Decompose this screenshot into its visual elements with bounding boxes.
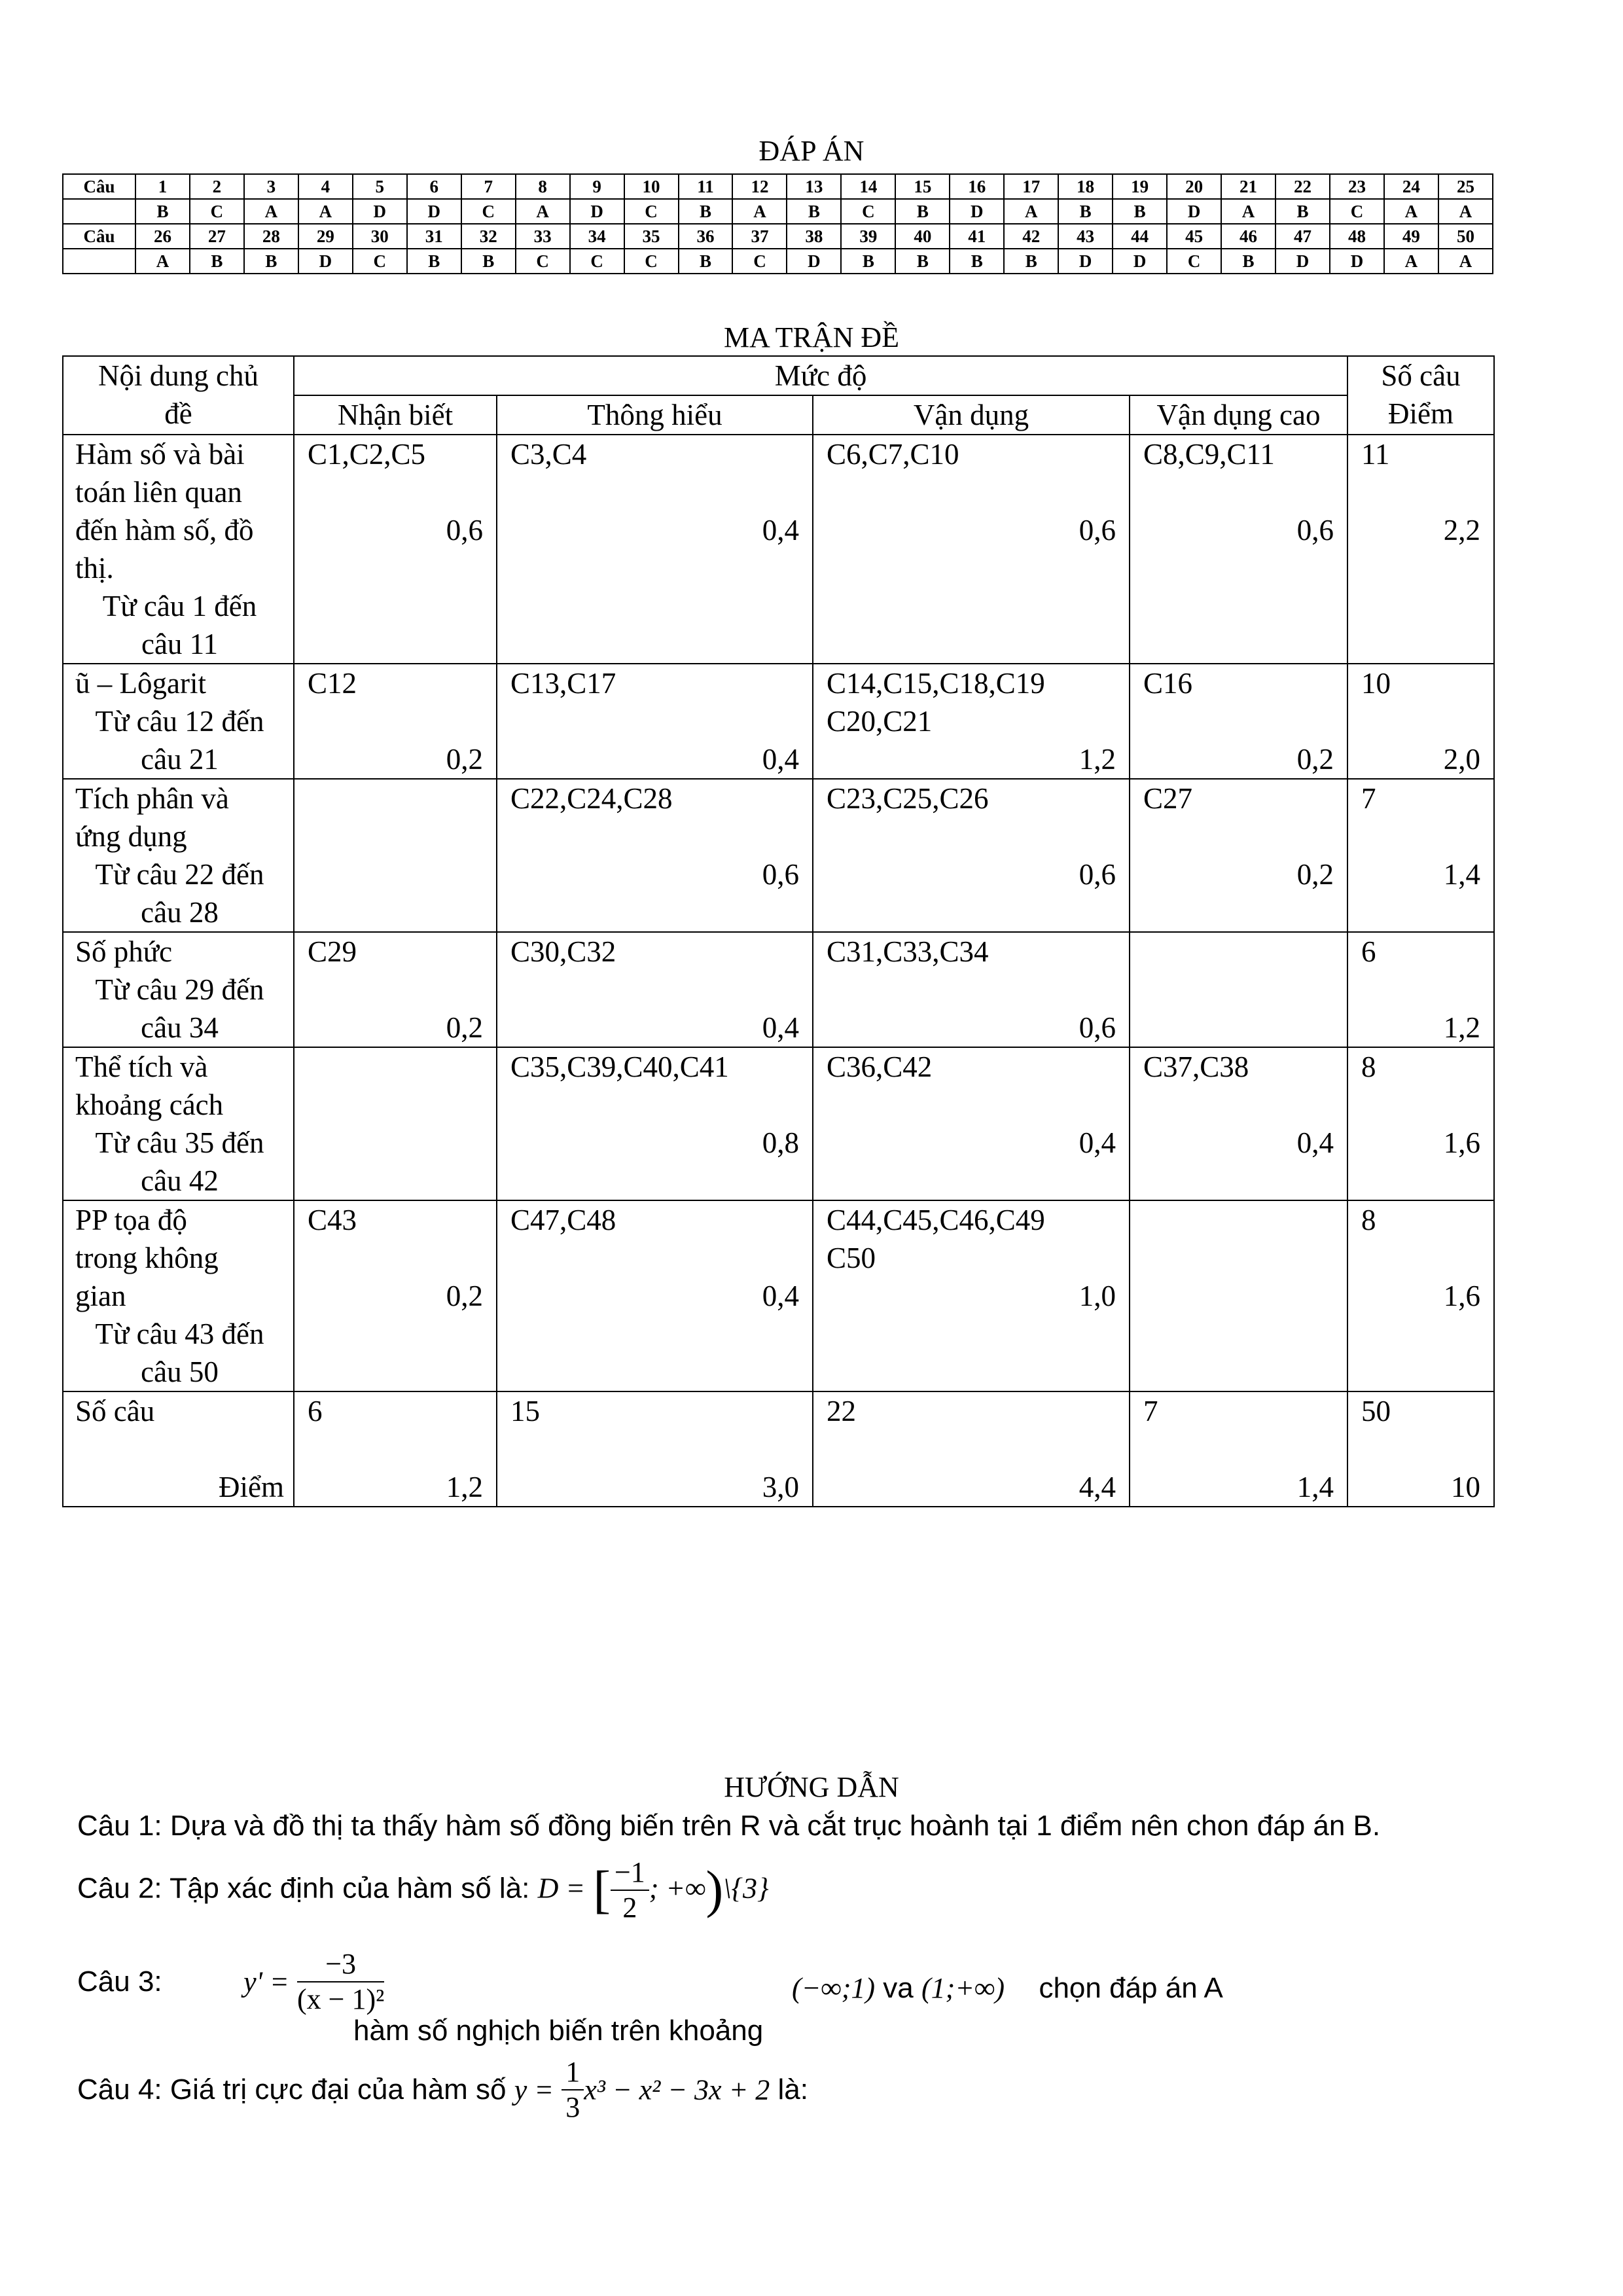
answer-key-label: Câu bbox=[63, 224, 135, 249]
matrix-topic-cell: ũ – Lôgarit Từ câu 12 đến câu 21 bbox=[63, 664, 294, 779]
matrix-level-cell bbox=[294, 779, 497, 932]
answer-key-cell: A bbox=[1384, 249, 1438, 274]
answer-key-cell: A bbox=[1438, 249, 1493, 274]
matrix-level-cell bbox=[1130, 1200, 1347, 1391]
answer-key-cell: B bbox=[1221, 249, 1275, 274]
answer-key-cell: C bbox=[624, 199, 679, 224]
answer-key-cell: 42 bbox=[1004, 224, 1058, 249]
answer-key-row bbox=[63, 249, 1493, 274]
answer-key-cell: A bbox=[1004, 199, 1058, 224]
answer-key-cell: C bbox=[516, 249, 570, 274]
matrix-row bbox=[63, 1047, 1494, 1200]
matrix-level-cell: C1,C2,C5 0,6 bbox=[294, 435, 497, 664]
answer-key-cell: A bbox=[135, 249, 190, 274]
answer-key-cell: D bbox=[787, 249, 841, 274]
level-recognize: Nhận biết bbox=[294, 395, 497, 435]
matrix-header-row bbox=[63, 356, 1494, 395]
matrix-row bbox=[63, 932, 1494, 1047]
answer-key-label bbox=[63, 249, 135, 274]
answer-key-cell: 29 bbox=[298, 224, 353, 249]
answer-key-cell: B bbox=[461, 249, 516, 274]
matrix-total-cell: 10 2,0 bbox=[1347, 664, 1494, 779]
total-header: Số câu Điểm bbox=[1347, 356, 1494, 435]
answer-key-cell: 11 bbox=[679, 174, 733, 199]
matrix-total-cell: 6 1,2 bbox=[1347, 932, 1494, 1047]
answer-key-cell: 45 bbox=[1167, 224, 1221, 249]
answer-key-cell: 38 bbox=[787, 224, 841, 249]
answer-key-cell: 18 bbox=[1058, 174, 1113, 199]
answer-key-cell: B bbox=[895, 199, 950, 224]
matrix-totals-cell: 50 10 bbox=[1347, 1391, 1494, 1507]
answer-key-cell: B bbox=[1275, 199, 1330, 224]
guide-q3-intervals: (−∞;1) va (1;+∞) chọn đáp án A bbox=[792, 1972, 1223, 2004]
matrix-level-cell: C12 0,2 bbox=[294, 664, 497, 779]
matrix-row bbox=[63, 664, 1494, 779]
answer-key-cell: A bbox=[1438, 199, 1493, 224]
answer-key-cell: B bbox=[407, 249, 461, 274]
guide-q4: Câu 4: Giá trị cực đại của hàm số y = $\frac{1}{3}$ x³ − x² − 3x + 2 là: bbox=[77, 2056, 808, 2123]
answer-key-title: ĐÁP ÁN bbox=[758, 135, 865, 167]
answer-key-cell: C bbox=[841, 199, 895, 224]
answer-key-cell: 41 bbox=[950, 224, 1004, 249]
matrix-total-cell: 11 2,2 bbox=[1347, 435, 1494, 664]
answer-key-cell: 13 bbox=[787, 174, 841, 199]
answer-key-cell: C bbox=[190, 199, 244, 224]
answer-key-cell: 14 bbox=[841, 174, 895, 199]
matrix-level-cell: C8,C9,C11 0,6 bbox=[1130, 435, 1347, 664]
matrix-level-cell: C29 0,2 bbox=[294, 932, 497, 1047]
answer-key-cell: C bbox=[461, 199, 516, 224]
answer-key-cell: D bbox=[570, 199, 624, 224]
answer-key-cell: A bbox=[516, 199, 570, 224]
matrix-title: MA TRẬN ĐỀ bbox=[723, 321, 900, 353]
answer-key-cell: 37 bbox=[732, 224, 787, 249]
answer-key-cell: D bbox=[1275, 249, 1330, 274]
answer-key-cell: 31 bbox=[407, 224, 461, 249]
answer-key-cell: 28 bbox=[244, 224, 298, 249]
answer-key-cell: 34 bbox=[570, 224, 624, 249]
answer-key-cell: D bbox=[407, 199, 461, 224]
answer-key-cell: 2 bbox=[190, 174, 244, 199]
answer-key-cell: 15 bbox=[895, 174, 950, 199]
answer-key-cell: 50 bbox=[1438, 224, 1493, 249]
answer-key-cell: 1 bbox=[135, 174, 190, 199]
level-understand: Thông hiểu bbox=[497, 395, 813, 435]
answer-key-cell: D bbox=[1167, 199, 1221, 224]
answer-key-cell: D bbox=[1330, 249, 1384, 274]
answer-key-cell: 43 bbox=[1058, 224, 1113, 249]
answer-key-cell: 33 bbox=[516, 224, 570, 249]
matrix-total-cell: 7 1,4 bbox=[1347, 779, 1494, 932]
matrix-level-cell: C13,C17 0,4 bbox=[497, 664, 813, 779]
answer-key-cell: B bbox=[244, 249, 298, 274]
matrix-level-cell: C44,C45,C46,C49 C50 1,0 bbox=[813, 1200, 1130, 1391]
answer-key-cell: C bbox=[624, 249, 679, 274]
answer-key-cell: 30 bbox=[353, 224, 407, 249]
level-header: Mức độ bbox=[294, 356, 1347, 395]
answer-key-cell: 9 bbox=[570, 174, 624, 199]
level-apply: Vận dụng bbox=[813, 395, 1130, 435]
matrix-level-cell: C31,C33,C34 0,6 bbox=[813, 932, 1130, 1047]
matrix-totals-cell: 22 4,4 bbox=[813, 1391, 1130, 1507]
matrix-level-cell: C16 0,2 bbox=[1130, 664, 1347, 779]
answer-key-cell: 44 bbox=[1113, 224, 1167, 249]
answer-key-cell: A bbox=[244, 199, 298, 224]
answer-key-cell: 36 bbox=[679, 224, 733, 249]
answer-key-cell: B bbox=[1004, 249, 1058, 274]
answer-key-table bbox=[62, 173, 1493, 274]
answer-key-cell: 5 bbox=[353, 174, 407, 199]
answer-key-cell: 19 bbox=[1113, 174, 1167, 199]
answer-key-cell: 8 bbox=[516, 174, 570, 199]
answer-key-cell: 32 bbox=[461, 224, 516, 249]
matrix-level-cell: C36,C42 0,4 bbox=[813, 1047, 1130, 1200]
answer-key-cell: B bbox=[950, 249, 1004, 274]
answer-key-cell: C bbox=[1330, 199, 1384, 224]
matrix-level-cell: C3,C4 0,4 bbox=[497, 435, 813, 664]
answer-key-cell: D bbox=[1113, 249, 1167, 274]
matrix-topic-cell: Hàm số và bài toán liên quan đến hàm số, đồ thị. Từ câu 1 đến câu 11 bbox=[63, 435, 294, 664]
matrix-row bbox=[63, 1200, 1494, 1391]
answer-key-cell: B bbox=[1058, 199, 1113, 224]
answer-key-cell: A bbox=[732, 199, 787, 224]
level-apply-high: Vận dụng cao bbox=[1130, 395, 1347, 435]
matrix-level-cell bbox=[294, 1047, 497, 1200]
answer-key-cell: 48 bbox=[1330, 224, 1384, 249]
matrix-topic-cell: Thể tích và khoảng cách Từ câu 35 đến câu 42 bbox=[63, 1047, 294, 1200]
guide-q3: Câu 3: y' = $\frac{-3}{\text{(x − 1)²}}$ bbox=[77, 1948, 385, 2015]
answer-key-label: Câu bbox=[63, 174, 135, 199]
answer-key-cell: B bbox=[190, 249, 244, 274]
matrix-totals-cell: 15 3,0 bbox=[497, 1391, 813, 1507]
exam-matrix-table bbox=[62, 355, 1495, 1507]
matrix-level-cell: C37,C38 0,4 bbox=[1130, 1047, 1347, 1200]
answer-key-cell: 24 bbox=[1384, 174, 1438, 199]
answer-key-cell: 10 bbox=[624, 174, 679, 199]
answer-key-cell: 22 bbox=[1275, 174, 1330, 199]
matrix-level-cell: C35,C39,C40,C41 0,8 bbox=[497, 1047, 813, 1200]
matrix-level-cell: C14,C15,C18,C19 C20,C21 1,2 bbox=[813, 664, 1130, 779]
matrix-level-cell: C47,C48 0,4 bbox=[497, 1200, 813, 1391]
matrix-level-cell: C30,C32 0,4 bbox=[497, 932, 813, 1047]
matrix-totals-row bbox=[63, 1391, 1494, 1507]
matrix-totals-cell: 7 1,4 bbox=[1130, 1391, 1347, 1507]
answer-key-cell: D bbox=[1058, 249, 1113, 274]
answer-key-cell: C bbox=[1167, 249, 1221, 274]
matrix-topic-cell: PP tọa độ trong không gian Từ câu 43 đến câu 50 bbox=[63, 1200, 294, 1391]
answer-key-cell: 47 bbox=[1275, 224, 1330, 249]
answer-key-cell: B bbox=[679, 249, 733, 274]
answer-key-label bbox=[63, 199, 135, 224]
answer-key-cell: 39 bbox=[841, 224, 895, 249]
answer-key-row bbox=[63, 199, 1493, 224]
answer-key-cell: 49 bbox=[1384, 224, 1438, 249]
matrix-total-cell: 8 1,6 bbox=[1347, 1200, 1494, 1391]
answer-key-cell: 40 bbox=[895, 224, 950, 249]
guide-q3-text: hàm số nghịch biến trên khoảng bbox=[353, 2015, 764, 2047]
answer-key-cell: C bbox=[353, 249, 407, 274]
answer-key-cell: D bbox=[298, 249, 353, 274]
matrix-totals-cell: 6 1,2 bbox=[294, 1391, 497, 1507]
answer-key-cell: C bbox=[732, 249, 787, 274]
answer-key-cell: 17 bbox=[1004, 174, 1058, 199]
guide-q2: Câu 2: Tập xác định của hàm số là: D = [ $\frac{-1}{2}$ ; +∞)\{3} bbox=[77, 1856, 769, 1924]
matrix-topic-cell: Số phức Từ câu 29 đến câu 34 bbox=[63, 932, 294, 1047]
answer-key-cell: 23 bbox=[1330, 174, 1384, 199]
answer-key-cell: 4 bbox=[298, 174, 353, 199]
answer-key-cell: 12 bbox=[732, 174, 787, 199]
answer-key-cell: 26 bbox=[135, 224, 190, 249]
answer-key-cell: D bbox=[950, 199, 1004, 224]
matrix-level-cell: C43 0,2 bbox=[294, 1200, 497, 1391]
answer-key-cell: A bbox=[1221, 199, 1275, 224]
matrix-row bbox=[63, 779, 1494, 932]
answer-key-cell: B bbox=[1113, 199, 1167, 224]
matrix-level-cell bbox=[1130, 932, 1347, 1047]
answer-key-cell: 3 bbox=[244, 174, 298, 199]
matrix-row bbox=[63, 435, 1494, 664]
answer-key-cell: 20 bbox=[1167, 174, 1221, 199]
answer-key-cell: 16 bbox=[950, 174, 1004, 199]
matrix-level-cell: C23,C25,C26 0,6 bbox=[813, 779, 1130, 932]
answer-key-cell: B bbox=[135, 199, 190, 224]
matrix-level-cell: C27 0,2 bbox=[1130, 779, 1347, 932]
matrix-topic-cell: Tích phân và ứng dụng Từ câu 22 đến câu 28 bbox=[63, 779, 294, 932]
matrix-totals-label: Số câu Điểm bbox=[63, 1391, 294, 1507]
answer-key-cell: A bbox=[298, 199, 353, 224]
answer-key-cell: 6 bbox=[407, 174, 461, 199]
answer-key-cell: B bbox=[841, 249, 895, 274]
answer-key-cell: 46 bbox=[1221, 224, 1275, 249]
answer-key-cell: B bbox=[679, 199, 733, 224]
answer-key-cell: A bbox=[1384, 199, 1438, 224]
answer-key-cell: 25 bbox=[1438, 174, 1493, 199]
answer-key-cell: C bbox=[570, 249, 624, 274]
answer-key-cell: 35 bbox=[624, 224, 679, 249]
matrix-level-cell: C22,C24,C28 0,6 bbox=[497, 779, 813, 932]
answer-key-cell: 21 bbox=[1221, 174, 1275, 199]
guide-q1: Câu 1: Dựa và đồ thị ta thấy hàm số đồng biến trên R và cắt trục hoành tại 1 điểm nên chon đáp án B. bbox=[77, 1810, 1381, 1842]
answer-key-row bbox=[63, 224, 1493, 249]
answer-key-cell: D bbox=[353, 199, 407, 224]
guide-title: HƯỚNG DẪN bbox=[724, 1771, 899, 1803]
matrix-total-cell: 8 1,6 bbox=[1347, 1047, 1494, 1200]
matrix-level-cell: C6,C7,C10 0,6 bbox=[813, 435, 1130, 664]
topic-header: Nội dung chủ đề bbox=[63, 356, 294, 435]
answer-key-cell: 27 bbox=[190, 224, 244, 249]
answer-key-cell: B bbox=[895, 249, 950, 274]
answer-key-row bbox=[63, 174, 1493, 199]
answer-key-cell: 7 bbox=[461, 174, 516, 199]
answer-key-cell: B bbox=[787, 199, 841, 224]
